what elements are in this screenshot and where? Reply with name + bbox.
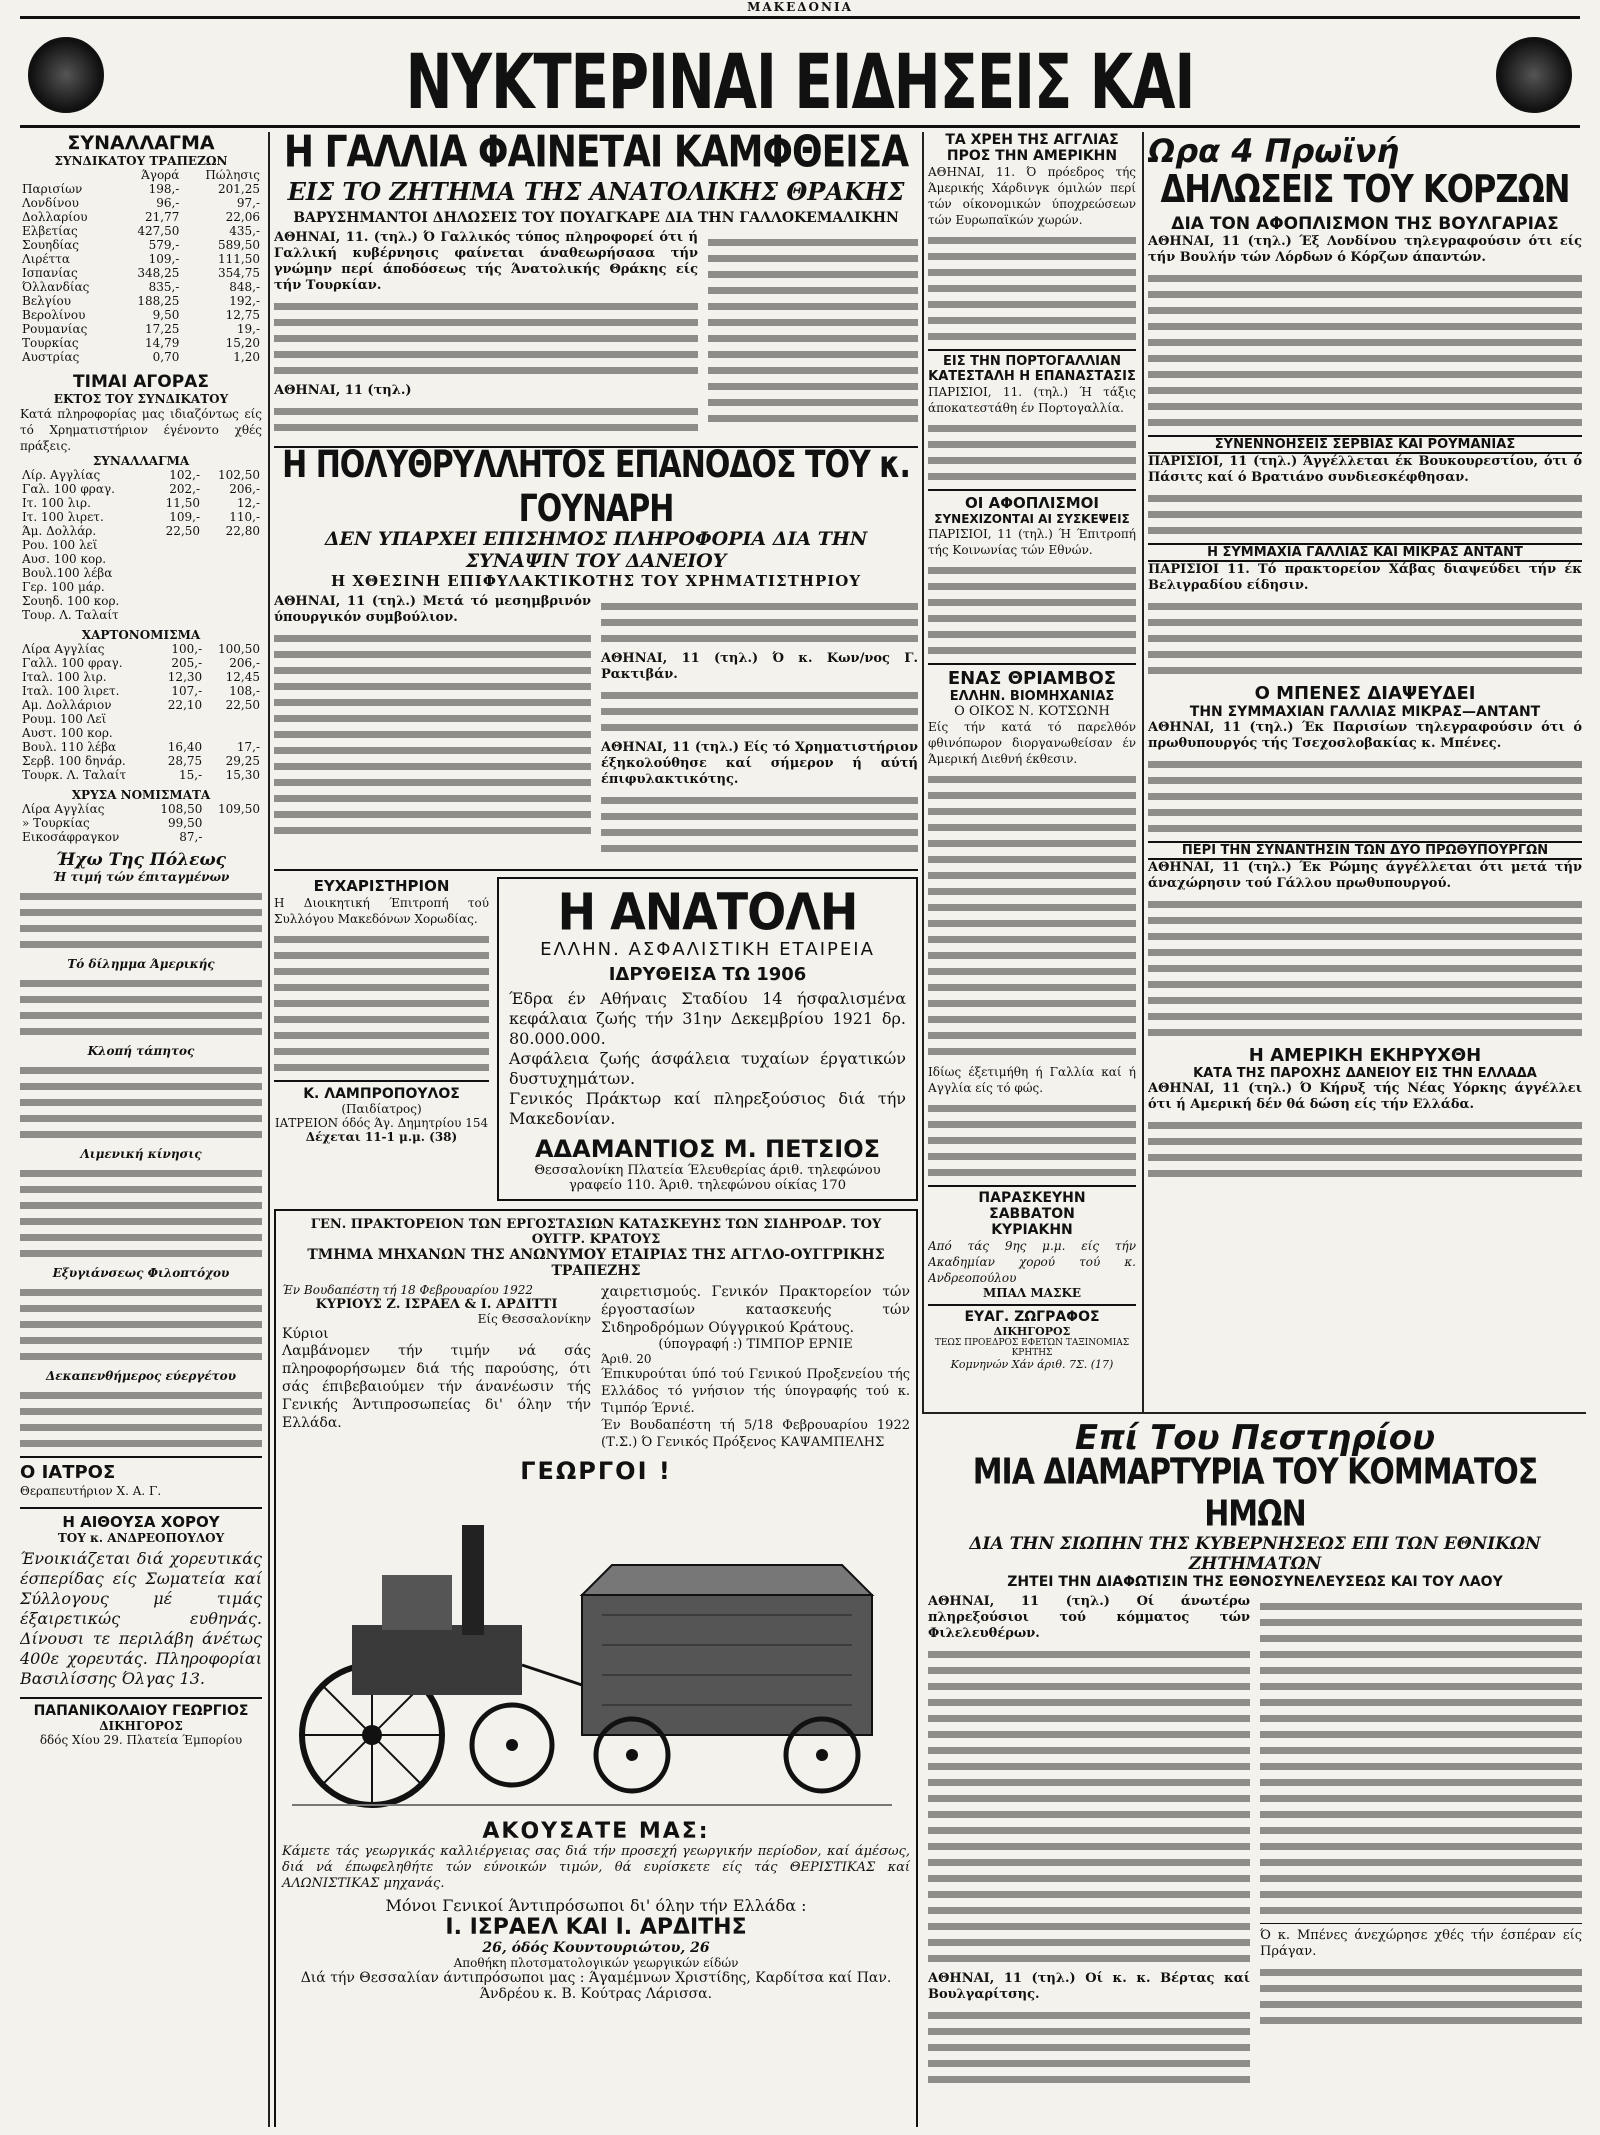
headline-france-sub: ΕΙΣ ΤΟ ΖΗΤΗΜΑ ΤΗΣ ΑΝΑΤΟΛΙΚΗΣ ΘΡΑΚΗΣ (287, 177, 905, 206)
tractor-right: χαιρετισμούς. Γενικόν Πρακτορείον τών έργοστασίων κατασκευής τών Σιδηροδρόμων Ούγγρικού Κράτους. (601, 1284, 910, 1336)
row-value: 22,10 (167, 698, 203, 712)
serbia-heading: ΣΥΝΕΝΝΟΗΣΕΙΣ ΣΕΡΒΙΑΣ ΚΑΙ ΡΟΥΜΑΝΙΑΣ (1148, 435, 1582, 454)
row-value: 1,20 (233, 350, 260, 364)
row-label: Όλλανδίας (22, 280, 90, 294)
tractor-header-2: ΤΜΗΜΑ ΜΗΧΑΝΩΝ ΤΗΣ ΑΝΩΝΥΜΟΥ ΕΤΑΙΡΙΑΣ ΤΗΣ ΑΓΓΛΟ-ΟΥΓΓΡΙΚΗΣ ΤΡΑΠΕΖΗΣ (307, 1247, 885, 1279)
column-news-4 (1148, 132, 1582, 1408)
row-value: 9,50 (152, 308, 180, 322)
row-label: Σουηδίας (22, 238, 79, 252)
notes-title: ΧΑΡΤΟΝΟΜΙΣΜΑ (81, 628, 201, 642)
dance-text-2: ΜΠΑΛ ΜΑΣΚΕ (982, 1286, 1082, 1300)
portugal-heading: ΕΙΣ ΤΗΝ ΠΟΡΤΟΓΑΛΛΙΑΝ (943, 354, 1121, 369)
court-text: ΑΘΗΝΑΙ, 11 (τηλ.) Οί άνωτέρω πληρεξούσιοι τού κόμματος τών Φιλελευθέρων. (928, 1594, 1250, 1641)
row-label: Ισπανίας (22, 266, 78, 280)
row-value: 12,75 (225, 308, 260, 322)
america-heading-2: ΚΑΤΑ ΤΗΣ ΠΑΡΟΧΗΣ ΔΑΝΕΙΟΥ ΕΙΣ ΤΗΝ ΕΛΛΑΔΑ (1193, 1066, 1537, 1081)
row-label: Ιτ. 100 λιρετ. (22, 510, 104, 524)
table-row (20, 566, 262, 580)
row-value: 16,40 (167, 740, 203, 754)
row-value: 102,- (169, 468, 201, 482)
benes-text: ΑΘΗΝΑΙ, 11 (τηλ.) Έκ Παρισίων τηλεγραφούσιν ότι ό πρωθυπουργός τής Τσεχοσλοβακίας κ. Μπένες. (1148, 720, 1582, 751)
row-value: 202,- (169, 482, 201, 496)
row-value (152, 566, 202, 580)
row-value: 99,50 (168, 816, 203, 830)
row-value: 12,- (236, 496, 260, 510)
table-row (20, 322, 262, 336)
tractor-pitch: Κάμετε τάς γεωργικάς καλλιέργειας σας διά τήν προσεχή γεωργικήν περίοδον, καί άμέσως, διά νά έπωφεληθήτε τών εύνοικών τιμών, θά ευρίσκετε είς τάς ΘΕΡΙΣΤΙΚΑΣ καί ΑΛΩΝΙΣΤΙΚΑΣ μηχανάς. (282, 1844, 910, 1891)
table-row (20, 816, 262, 830)
tractor-listen: ΑΚΟΥΣΑΤΕ ΜΑΣ: (482, 1819, 710, 1844)
hall-text: Ένοικιάζεται διά χορευτικάς έσπερίδας είς Σωματεία καί Σύλλογους μέ τιμάς έξαιρετικώς ευθηνάς. Δίνουσι τε περιλάβη άνέτως 400ε χορευτάς. Πληροφορίαι Βασιλίσσης Όλγας 13. (20, 1549, 262, 1688)
row-value (202, 552, 262, 566)
tractor-sign: (ύπογραφή :) ΤΙΜΠΟΡ ΕΡΝΙΕ (658, 1337, 853, 1352)
row-value: 97,- (236, 196, 260, 210)
premiers-heading: ΠΕΡΙ ΤΗΝ ΣΥΝΑΝΤΗΣΙΝ ΤΩΝ ΔΥΟ ΠΡΩΘΥΠΟΥΡΓΩΝ (1148, 841, 1582, 860)
insurance-company: Η ΑΝΑΤΟΛΗ (557, 882, 858, 942)
tractor-ad (274, 1209, 918, 2127)
row-value: 109,- (148, 252, 180, 266)
insurance-text-2: Ασφάλεια ζωής άσφάλεια τυχαίων έργατικών δυστυχημάτων. (509, 1049, 906, 1088)
row-label: Τουρκίας (22, 336, 79, 350)
row-value: 192,- (229, 294, 260, 308)
table-row (20, 210, 262, 224)
prices-note: Κατά πληροφορίας μας ιδιαζόντως είς τό Χρηματιστήριον έγένοντο χθές πράξεις. (20, 407, 262, 453)
court-heading: ΜΙΑ ΔΙΑΜΑΡΤΥΡΙΑ ΤΟΥ ΚΟΜΜΑΤΟΣ ΗΜΩΝ (972, 1451, 1538, 1535)
lead-france-2: ΑΘΗΝΑΙ, 11 (τηλ.) (274, 383, 412, 398)
row-value: 87,- (179, 830, 203, 844)
tractor-reps: Μόνοι Γενικοί Άντιπρόσωποι δι' όλην τήν Ελλάδα : (385, 1896, 807, 1915)
row-value: 205,- (171, 656, 203, 670)
dance-heading: ΠΑΡΑΣΚΕΥΗΝ (978, 1190, 1086, 1206)
disarm-heading-2: ΣΥΝΕΧΙΖΟΝΤΑΙ ΑΙ ΣΥΣΚΕΨΕΙΣ (934, 512, 1130, 526)
table-row (20, 196, 262, 210)
table-row (20, 350, 262, 364)
court-heading-2: ΔΙΑ ΤΗΝ ΣΙΩΠΗΝ ΤΗΣ ΚΥΒΕΡΝΗΣΕΩΣ ΕΠΙ ΤΩΝ ΕΘΝΙΚΩΝ ΖΗΤΗΜΑΤΩΝ (969, 1534, 1541, 1574)
iatros-text: Θεραπευτήριον Χ. Α. Γ. (20, 1484, 162, 1498)
gold-table (20, 802, 262, 844)
row-value (152, 580, 202, 594)
benes-heading-2: ΤΗΝ ΣΥΜΜΑΧΙΑΝ ΓΑΛΛΙΑΣ ΜΙΚΡΑΣ—ΑΝΤΑΝΤ (1189, 704, 1541, 720)
insurance-subtitle: ΕΛΛΗΝ. ΑΣΦΑΛΙΣΤΙΚΗ ΕΤΑΙΡΕΙΑ (540, 939, 875, 960)
insurance-agent: ΑΔΑΜΑΝΤΙΟΣ Μ. ΠΕΤΣΙΟΣ (534, 1135, 881, 1163)
row-value (152, 594, 202, 608)
iatros-title: Ο ΙΑΤΡΟΣ (20, 1456, 262, 1483)
triumph-text: Είς τήν κατά τό παρελθόν φθινόπωρον διοργανωθείσαν έν Άμερική Διεθνή έκθεσιν. (928, 720, 1136, 766)
row-label: Παρισίων (22, 182, 83, 196)
row-label: Αυστ. 100 κορ. (22, 726, 113, 740)
row-value: 848,- (229, 280, 260, 294)
lead-raktivan: ΑΘΗΝΑΙ, 11 (τηλ.) Ό κ. Κων/νος Γ. Ρακτιβάν. (601, 651, 918, 682)
row-label: Βερολίνου (22, 308, 86, 322)
tractor-date: Έν Βουδαπέστη τή 18 Φεβρουαρίου 1922 (282, 1283, 533, 1297)
row-value: 15,20 (225, 336, 260, 350)
exchange-title: ΣΥΝΑΛΛΑΓΜΑ (67, 132, 215, 154)
row-value (202, 566, 262, 580)
row-label: Άμ. Δολλάρ. (22, 524, 97, 538)
zografos-heading: ΕΥΑΓ. ΖΩΓΡΑΦΟΣ (964, 1309, 1100, 1325)
premiers-text: ΑΘΗΝΑΙ, 11 (τηλ.) Έκ Ρώμης άγγέλλεται ότι μετά τήν άναχώρησιν τού Γάλλου πρωθυπουργού. (1148, 860, 1582, 891)
exchange-col-sell: Πώλησις (205, 168, 260, 182)
row-label: Τουρ. Λ. Ταλαίτ (22, 608, 119, 622)
court-heading-3: ΖΗΤΕΙ ΤΗΝ ΔΙΑΦΩΤΙΣΙΝ ΤΗΣ ΕΘΝΟΣΥΝΕΛΕΥΣΕΩΣ ΚΑΙ ΤΟΥ ΛΑΟΥ (1007, 1574, 1503, 1590)
table-row (20, 280, 262, 294)
table-row (20, 182, 262, 196)
table-row (20, 802, 262, 816)
row-value: 107,- (171, 684, 203, 698)
disarm-text: ΠΑΡΙΣΙΟΙ, 11 (τηλ.) Ή Έπιτροπή τής Κοινωνίας τών Εθνών. (928, 527, 1136, 557)
court-banner: Επί Του Πεστηρίου (1074, 1418, 1436, 1458)
row-label: Βελγίου (22, 294, 72, 308)
row-value (202, 594, 262, 608)
right-emblem-icon (1496, 37, 1572, 113)
curzon-heading-2: ΔΙΑ ΤΟΝ ΑΦΟΠΛΙΣΜΟΝ ΤΗΣ ΒΟΥΛΓΑΡΙΑΣ (1171, 214, 1559, 234)
tractor-greeting: Κύριοι (282, 1326, 329, 1342)
court-section (928, 1418, 1582, 2128)
row-value (152, 552, 202, 566)
insurance-ad (497, 877, 918, 1201)
row-label: Λίρα Αγγλίας (22, 802, 105, 816)
thanks-text: Η Διοικητική Έπιτροπή τού Συλλόγου Μακεδόνων Χορωδίας. (274, 896, 489, 926)
court-text-3: Ό κ. Μπένες άνεχώρησε χθές τήν έσπέραν είς Πράγαν. (1260, 1923, 1582, 1960)
row-value: 96,- (156, 196, 180, 210)
row-value: 100,50 (218, 642, 260, 656)
table-row (20, 468, 262, 482)
row-value: 589,50 (218, 238, 260, 252)
masthead-banner (20, 16, 1580, 128)
tractor-illustration-icon (282, 1485, 902, 1815)
row-value: 835,- (148, 280, 180, 294)
america-text: ΑΘΗΝΑΙ, 11 (τηλ.) Ό Κήρυξ τής Νέας Υόρκης άγγέλλει ότι ή Αμερική δέν θά δώση είς τήν Ελλάδα. (1148, 1081, 1582, 1112)
row-value: 435,- (229, 224, 260, 238)
headline-france-sub2: ΒΑΡΥΣΗΜΑΝΤΟΙ ΔΗΛΩΣΕΙΣ ΤΟΥ ΠΟΥΑΓΚΑΡΕ ΔΙΑ ΤΗΝ ΓΑΛΛΟΚΕΜΑΛΙΚΗΝ (293, 210, 899, 226)
table-row (20, 580, 262, 594)
row-value: 206,- (229, 482, 260, 496)
table-row (20, 510, 262, 524)
row-value: 15,- (179, 768, 203, 782)
debts-heading-2: ΠΡΟΣ ΤΗΝ ΑΜΕΡΙΚΗΝ (946, 148, 1118, 164)
row-value: 109,50 (218, 802, 260, 816)
row-value: 579,- (148, 238, 180, 252)
row-value (202, 538, 262, 552)
lead-gounaris: ΑΘΗΝΑΙ, 11 (τηλ.) Μετά τό μεσημβρινόν ύπουργικόν συμβούλιον. (274, 594, 591, 625)
insurance-address: Θεσσαλονίκη Πλατεία Έλευθερίας άριθ. τηλεφώνου γραφείο 110. Άριθ. τηλεφώνου οίκίας 170 (534, 1163, 881, 1193)
table-row (20, 266, 262, 280)
row-value (204, 816, 262, 830)
dance-heading-3: ΚΥΡΙΑΚΗΝ (991, 1222, 1073, 1238)
headline-france: Η ΓΑΛΛΙΑ ΦΑΙΝΕΤΑΙ ΚΑΜΦΘΕΙΣΑ (283, 132, 909, 178)
curzon-text: ΑΘΗΝΑΙ, 11 (τηλ.) Έξ Λονδίνου τηλεγραφούσιν ότι είς τήν Βουλήν τών Λόρδων ό Κόρζων άπαντών. (1148, 234, 1582, 265)
row-value (202, 608, 262, 622)
hall-title: Η ΑΙΘΟΥΣΑ ΧΟΡΟΥ (20, 1507, 262, 1531)
triumph-heading: ΕΝΑΣ ΘΡΙΑΜΒΟΣ (947, 668, 1117, 689)
row-value (204, 726, 262, 740)
insurance-text: Έδρα έν Αθήναις Σταδίου 14 ήσφαλισμένα κεφάλαια ζωής τήν 31ην Δεκεμβρίου 1921 δρ. 80.000.000. (509, 989, 906, 1048)
exchange-col-buy: Άγορά (141, 168, 180, 182)
row-value: 109,- (169, 510, 201, 524)
row-label: Βουλ.100 λέβα (22, 566, 113, 580)
row-value: 11,50 (165, 496, 201, 510)
debts-heading: ΤΑ ΧΡΕΗ ΤΗΣ ΑΓΓΛΙΑΣ (945, 132, 1119, 148)
row-label: Γαλ. 100 φραγ. (22, 482, 115, 496)
row-value: 108,50 (160, 802, 203, 816)
table-row (20, 642, 262, 656)
table-row (20, 538, 262, 552)
column-main (274, 132, 918, 2127)
row-value: 0,70 (152, 350, 180, 364)
row-value: 110,- (229, 510, 260, 524)
headline-gounaris: Η ΠΟΛΥΘΡΥΛΛΗΤΟΣ ΕΠΑΝΟΔΟΣ ΤΟΥ κ. ΓΟΥΝΑΡΗ (282, 443, 910, 531)
table-row (20, 336, 262, 350)
row-value (152, 538, 202, 552)
zografos-heading-3: ΤΕΩΣ ΠΡΟΕΔΡΟΣ ΕΦΕΤΩΝ ΤΑΞΙΝΟΜΙΑΣ ΚΡΗΤΗΣ (934, 1338, 1130, 1358)
triumph-text-2: Ιδίως έξετιμήθη ή Γαλλία καί ή Αγγλία είς τό φώς. (928, 1065, 1136, 1095)
headline-gounaris-sub2: Η ΧΘΕΣΙΝΗ ΕΠΙΦΥΛΑΚΤΙΚΟΤΗΣ ΤΟΥ ΧΡΗΜΑΤΙΣΤΗΡΙΟΥ (330, 572, 862, 590)
table-row (20, 698, 262, 712)
row-value: 15,30 (225, 768, 260, 782)
row-value: 354,75 (218, 266, 260, 280)
doctor-title: Κ. ΛΑΜΠΡΟΠΟΥΛΟΣ (274, 1080, 489, 1102)
row-label: Ρου. 100 λεϊ (22, 538, 98, 552)
lawyer-title: ΠΑΠΑΝΙΚΟΛΑΙΟΥ ΓΕΩΡΓΙΟΣ (20, 1697, 262, 1719)
row-label: Ιταλ. 100 λιρ. (22, 670, 107, 684)
tractor-reps-thess: Διά τήν Θεσσαλίαν άντιπρόσωποι μας : Άγαμέμνων Χριστίδης, Καρδίτσα καί Παν. Άνδρέου κ. Β. Κούτρας Λάρισσα. (300, 1970, 892, 2002)
lawyer-subtitle: ΔΙΚΗΓΟΡΟΣ (99, 1719, 183, 1733)
alliance-text: ΠΑΡΙΣΙΟΙ 11. Τό πρακτορείον Χάβας διαψεύδει τήν έκ Βελιγραδίου είδησιν. (1148, 562, 1582, 593)
row-value (156, 712, 204, 726)
insurance-text-3: Γενικός Πράκτωρ καί πληρεξούσιος διά τήν Μακεδονίαν. (509, 1089, 906, 1128)
disarm-heading: ΟΙ ΑΦΟΠΛΙΣΜΟΙ (965, 494, 1099, 512)
row-label: Εικοσάφραγκον (22, 830, 120, 844)
lead-france: ΑΘΗΝΑΙ, 11. (τηλ.) Ό Γαλλικός τύπος πληροφορεί ότι ή Γαλλική κυβέρνησις φαίνεται άναθεωρήσασα τήν γνώμην περί άποδόσεως τής Άνατολικής Θράκης είς τήν Τουρκίαν. (274, 230, 698, 293)
tractor-right-3: Έν Βουδαπέστη τή 5/18 Φεβρουαρίου 1922 (Τ.Σ.) Ό Γενικός Πρόξενος ΚΑΨΑΜΠΕΛΗΣ (601, 1418, 910, 1450)
row-value: 28,75 (167, 754, 203, 768)
tractor-right-2: Έπικυρούται ύπό τού Γενικού Προξενείου τής Ελλάδος τό γνήσιον τής ύπογραφής τού κ. Τιμπόρ Έρνιέ. (601, 1367, 910, 1416)
row-label: » Τουρκίας (22, 816, 90, 830)
row-value: 102,50 (218, 468, 260, 482)
table-row (20, 252, 262, 266)
america-heading: Η ΑΜΕΡΙΚΗ ΕΚΗΡΥΧΘΗ (1248, 1045, 1482, 1066)
tractor-to: ΚΥΡΙΟΥΣ Ζ. ΙΣΡΑΕΛ & Ι. ΑΡΔΙΤΤΙ (315, 1297, 558, 1312)
portugal-text: ΠΑΡΙΣΙΟΙ, 11. (τηλ.) Ή τάξις άποκατεστάθη έν Πορτογαλλία. (928, 385, 1136, 415)
echo-title: Ήχω Της Πόλεως (55, 850, 227, 870)
row-label: Αυσ. 100 κορ. (22, 552, 107, 566)
lead-stock: ΑΘΗΝΑΙ, 11 (τηλ.) Είς τό Χρηματιστήριον έξηκολούθησε καί σήμερον ή αύτή έπιφυλακτικότης. (601, 740, 918, 787)
row-label: Ρουμ. 100 Λεϊ (22, 712, 107, 726)
benes-heading: Ο ΜΠΕΝΕΣ ΔΙΑΨΕΥΔΕΙ (1254, 683, 1476, 704)
table-row (20, 726, 262, 740)
table-row (20, 754, 262, 768)
triumph-heading-2: ΕΛΛΗΝ. ΒΙΟΜΗΧΑΝΙΑΣ (949, 689, 1115, 704)
table-row (20, 294, 262, 308)
echo-heading-4: Λιμενική κίνησις (80, 1147, 202, 1161)
row-value: 427,50 (137, 224, 180, 238)
court-text-2: ΑΘΗΝΑΙ, 11 (τηλ.) Οί κ. κ. Βέρτας καί Βουλγαρίτσης. (928, 1971, 1250, 2002)
row-value: 201,25 (218, 182, 260, 196)
insurance-founded: ΙΔΡΥΘΕΙΣΑ ΤΩ 1906 (608, 964, 807, 985)
table-row (20, 496, 262, 510)
row-value: 100,- (171, 642, 203, 656)
table-row (20, 524, 262, 538)
tractor-text: Λαμβάνομεν τήν τιμήν νά σάς πληροφορήσωμεν διά τής παρούσης, ότι σάς έπιβεβαιούμεν τήν άνανέωσιν τής Γενικής Άντιπροσωπείας δι' όλην τήν Ελλάδα. (282, 1343, 591, 1431)
column-markets (20, 132, 262, 2127)
curzon-heading: ΔΗΛΩΣΕΙΣ ΤΟΥ ΚΟΡΖΩΝ (1160, 166, 1570, 212)
headline-gounaris-sub: ΔΕΝ ΥΠΑΡΧΕΙ ΕΠΙΣΗΜΟΣ ΠΛΗΡΟΦΟΡΙΑ ΔΙΑ ΤΗΝ ΣΥΝΑΨΙΝ ΤΟΥ ΔΑΝΕΙΟΥ (324, 528, 868, 572)
row-value (156, 726, 204, 740)
tractor-reps-addr-2: Αποθήκη πλοτσματολογικών γεωργικών είδών (453, 1956, 739, 1970)
dance-heading-2: ΣΑΒΒΑΤΟΝ (989, 1206, 1075, 1222)
table-row (20, 830, 262, 844)
prices-subtitle: ΕΚΤΟΣ ΤΟΥ ΣΥΝΔΙΚΑΤΟΥ (53, 392, 229, 406)
fx-table (20, 468, 262, 622)
row-label: Λίρα Αγγλίας (22, 642, 105, 656)
row-value: 206,- (229, 656, 260, 670)
table-row (20, 482, 262, 496)
row-value: 108,- (229, 684, 260, 698)
table-row (20, 608, 262, 622)
row-value: 198,- (148, 182, 180, 196)
row-label: Λίρ. Αγγλίας (22, 468, 101, 482)
table-row (20, 740, 262, 754)
left-emblem-icon (28, 37, 104, 113)
dance-text: Από τάς 9ης μ.μ. είς τήν Ακαδημίαν χορού τού κ. Ανδρεοπούλου (928, 1239, 1136, 1285)
row-value (202, 580, 262, 594)
row-label: Λιρέττα (22, 252, 71, 266)
row-label: Γαλλ. 100 φραγ. (22, 656, 123, 670)
echo-heading-6: Δεκαπενθήμερος εύεργέτου (45, 1369, 237, 1383)
exchange-subtitle: ΣΥΝΔΙΚΑΤΟΥ ΤΡΑΠΕΖΩΝ (54, 154, 228, 168)
row-value (152, 608, 202, 622)
row-value: 19,- (236, 322, 260, 336)
row-value: 22,80 (225, 524, 260, 538)
gold-title: ΧΡΥΣΑ ΝΟΜΙΣΜΑΤΑ (71, 788, 211, 802)
doctor-subtitle: (Παιδίατρος) (341, 1102, 422, 1116)
notes-table (20, 642, 262, 782)
alliance-heading: Η ΣΥΜΜΑΧΙΑ ΓΑΛΛΙΑΣ ΚΑΙ ΜΙΚΡΑΣ ΑΝΤΑΝΤ (1148, 543, 1582, 562)
row-value: 21,77 (144, 210, 180, 224)
row-label: Ρουμανίας (22, 322, 88, 336)
table-row (20, 768, 262, 782)
banner-title: ΝΥΚΤΕΡΙΝΑΙ ΕΙΔΗΣΕΙΣ ΚΑΙ (405, 39, 1195, 127)
row-label: Τουρκ. Λ. Ταλαίτ (22, 768, 127, 782)
table-row (20, 224, 262, 238)
row-value: 17,- (236, 740, 260, 754)
table-row (20, 308, 262, 322)
row-value (204, 830, 262, 844)
row-value: 22,50 (165, 524, 201, 538)
row-value: 17,25 (144, 322, 180, 336)
hall-subtitle: ΤΟΥ κ. ΑΝΔΡΕΟΠΟΥΛΟΥ (57, 1531, 225, 1545)
hour-banner: Ωρα 4 Πρωϊνή (1148, 132, 1400, 170)
triumph-heading-3: Ο ΟΙΚΟΣ Ν. ΚΟΤΣΩΝΗ (954, 704, 1110, 719)
tractor-reps-addr: 26, όδός Κουντουριώτου, 26 (482, 1940, 710, 1956)
row-label: Αμ. Δολλάριον (22, 698, 112, 712)
zografos-text: Κομνηνών Χάν άριθ. 7Σ. (17) (950, 1358, 1114, 1371)
table-row (20, 594, 262, 608)
doctor-hours: Δέχεται 11-1 μ.μ. (38) (305, 1130, 458, 1144)
table-row (20, 684, 262, 698)
row-value: 12,30 (167, 670, 203, 684)
row-value: 111,50 (218, 252, 260, 266)
table-row (20, 238, 262, 252)
row-value: 14,79 (144, 336, 180, 350)
echo-heading-2: Τό δίλημμα Άμερικής (67, 957, 215, 971)
row-value: 188,25 (137, 294, 180, 308)
echo-heading-3: Κλοπή τάπητος (87, 1044, 195, 1058)
table-row (20, 552, 262, 566)
serbia-text: ΠΑΡΙΣΙΟΙ, 11 (τηλ.) Άγγέλλεται έκ Βουκουρεστίου, ότι ό Πάσιτς καί ό Βρατιάνο συνδιεσκέφθησαν. (1148, 454, 1582, 485)
row-label: Ιταλ. 100 λιρετ. (22, 684, 120, 698)
row-label: Αυστρίας (22, 350, 80, 364)
table-row (20, 670, 262, 684)
tractor-brand: ΓΕΩΡΓΟΙ ! (520, 1457, 672, 1485)
fx-title: ΣΥΝΑΛΛΑΓΜΑ (92, 454, 190, 468)
table-row (20, 656, 262, 670)
echo-heading-5: Εξυγιάνσεως Φιλοπτόχου (52, 1266, 230, 1280)
row-label: Ιτ. 100 λιρ. (22, 496, 91, 510)
row-label: Σερβ. 100 δηνάρ. (22, 754, 126, 768)
tractor-reps-name: Ι. ΙΣΡΑΕΛ ΚΑΙ Ι. ΑΡΔΙΤΗΣ (445, 1915, 747, 1940)
row-label: Ελβετίας (22, 224, 78, 238)
column-news-3 (928, 132, 1136, 1408)
row-label: Σουηδ. 100 κορ. (22, 594, 120, 608)
echo-subtitle: Ή τιμή τών έπιταγμένων (52, 870, 230, 884)
portugal-heading-2: ΚΑΤΕΣΤΑΛΗ Η ΕΠΑΝΑΣΤΑΣΙΣ (928, 369, 1136, 384)
row-value: 22,06 (225, 210, 260, 224)
tractor-num: Άριθ. 20 (601, 1352, 652, 1366)
debts-text: ΑΘΗΝΑΙ, 11. Ό πρόεδρος τής Άμερικής Χάρδινγκ όμιλών περί τών οίκονομικών ύποχρεώσεων τών Ευρωπαϊκών χωρών. (928, 165, 1136, 227)
doctor-address: ΙΑΤΡΕΙΟΝ όδός Άγ. Δημητρίου 154 (274, 1116, 489, 1130)
row-value (204, 712, 262, 726)
row-value: 29,25 (225, 754, 260, 768)
row-label: Βουλ. 110 λέβα (22, 740, 117, 754)
lawyer-address: δδός Χίου 29. Πλατεία Έμπορίου (39, 1733, 243, 1747)
masthead-label: ΜΑΚΕΔΟΝΙΑ (747, 0, 853, 14)
row-value: 348,25 (137, 266, 180, 280)
zografos-heading-2: ΔΙΚΗΓΟΡΟΣ (993, 1325, 1071, 1338)
table-row (20, 712, 262, 726)
row-value: 12,45 (225, 670, 260, 684)
tractor-to-2: Είς Θεσσαλονίκην (477, 1312, 591, 1326)
thanks-title: ΕΥΧΑΡΙΣΤΗΡΙΟΝ (313, 877, 450, 895)
exchange-table (20, 168, 262, 364)
row-label: Λονδίνου (22, 196, 79, 210)
prices-title: ΤΙΜΑΙ ΑΓΟΡΑΣ (73, 372, 209, 392)
row-value: 22,50 (225, 698, 260, 712)
tractor-header: ΓΕΝ. ΠΡΑΚΤΟΡΕΙΟΝ ΤΩΝ ΕΡΓΟΣΤΑΣΙΩΝ ΚΑΤΑΣΚΕΥΗΣ ΤΩΝ ΣΙΔΗΡΟΔΡ. ΤΟΥ ΟΥΓΓΡ. ΚΡΑΤΟΥΣ (310, 1217, 882, 1247)
row-label: Δολλαρίου (22, 210, 88, 224)
row-label: Γερ. 100 μάρ. (22, 580, 105, 594)
